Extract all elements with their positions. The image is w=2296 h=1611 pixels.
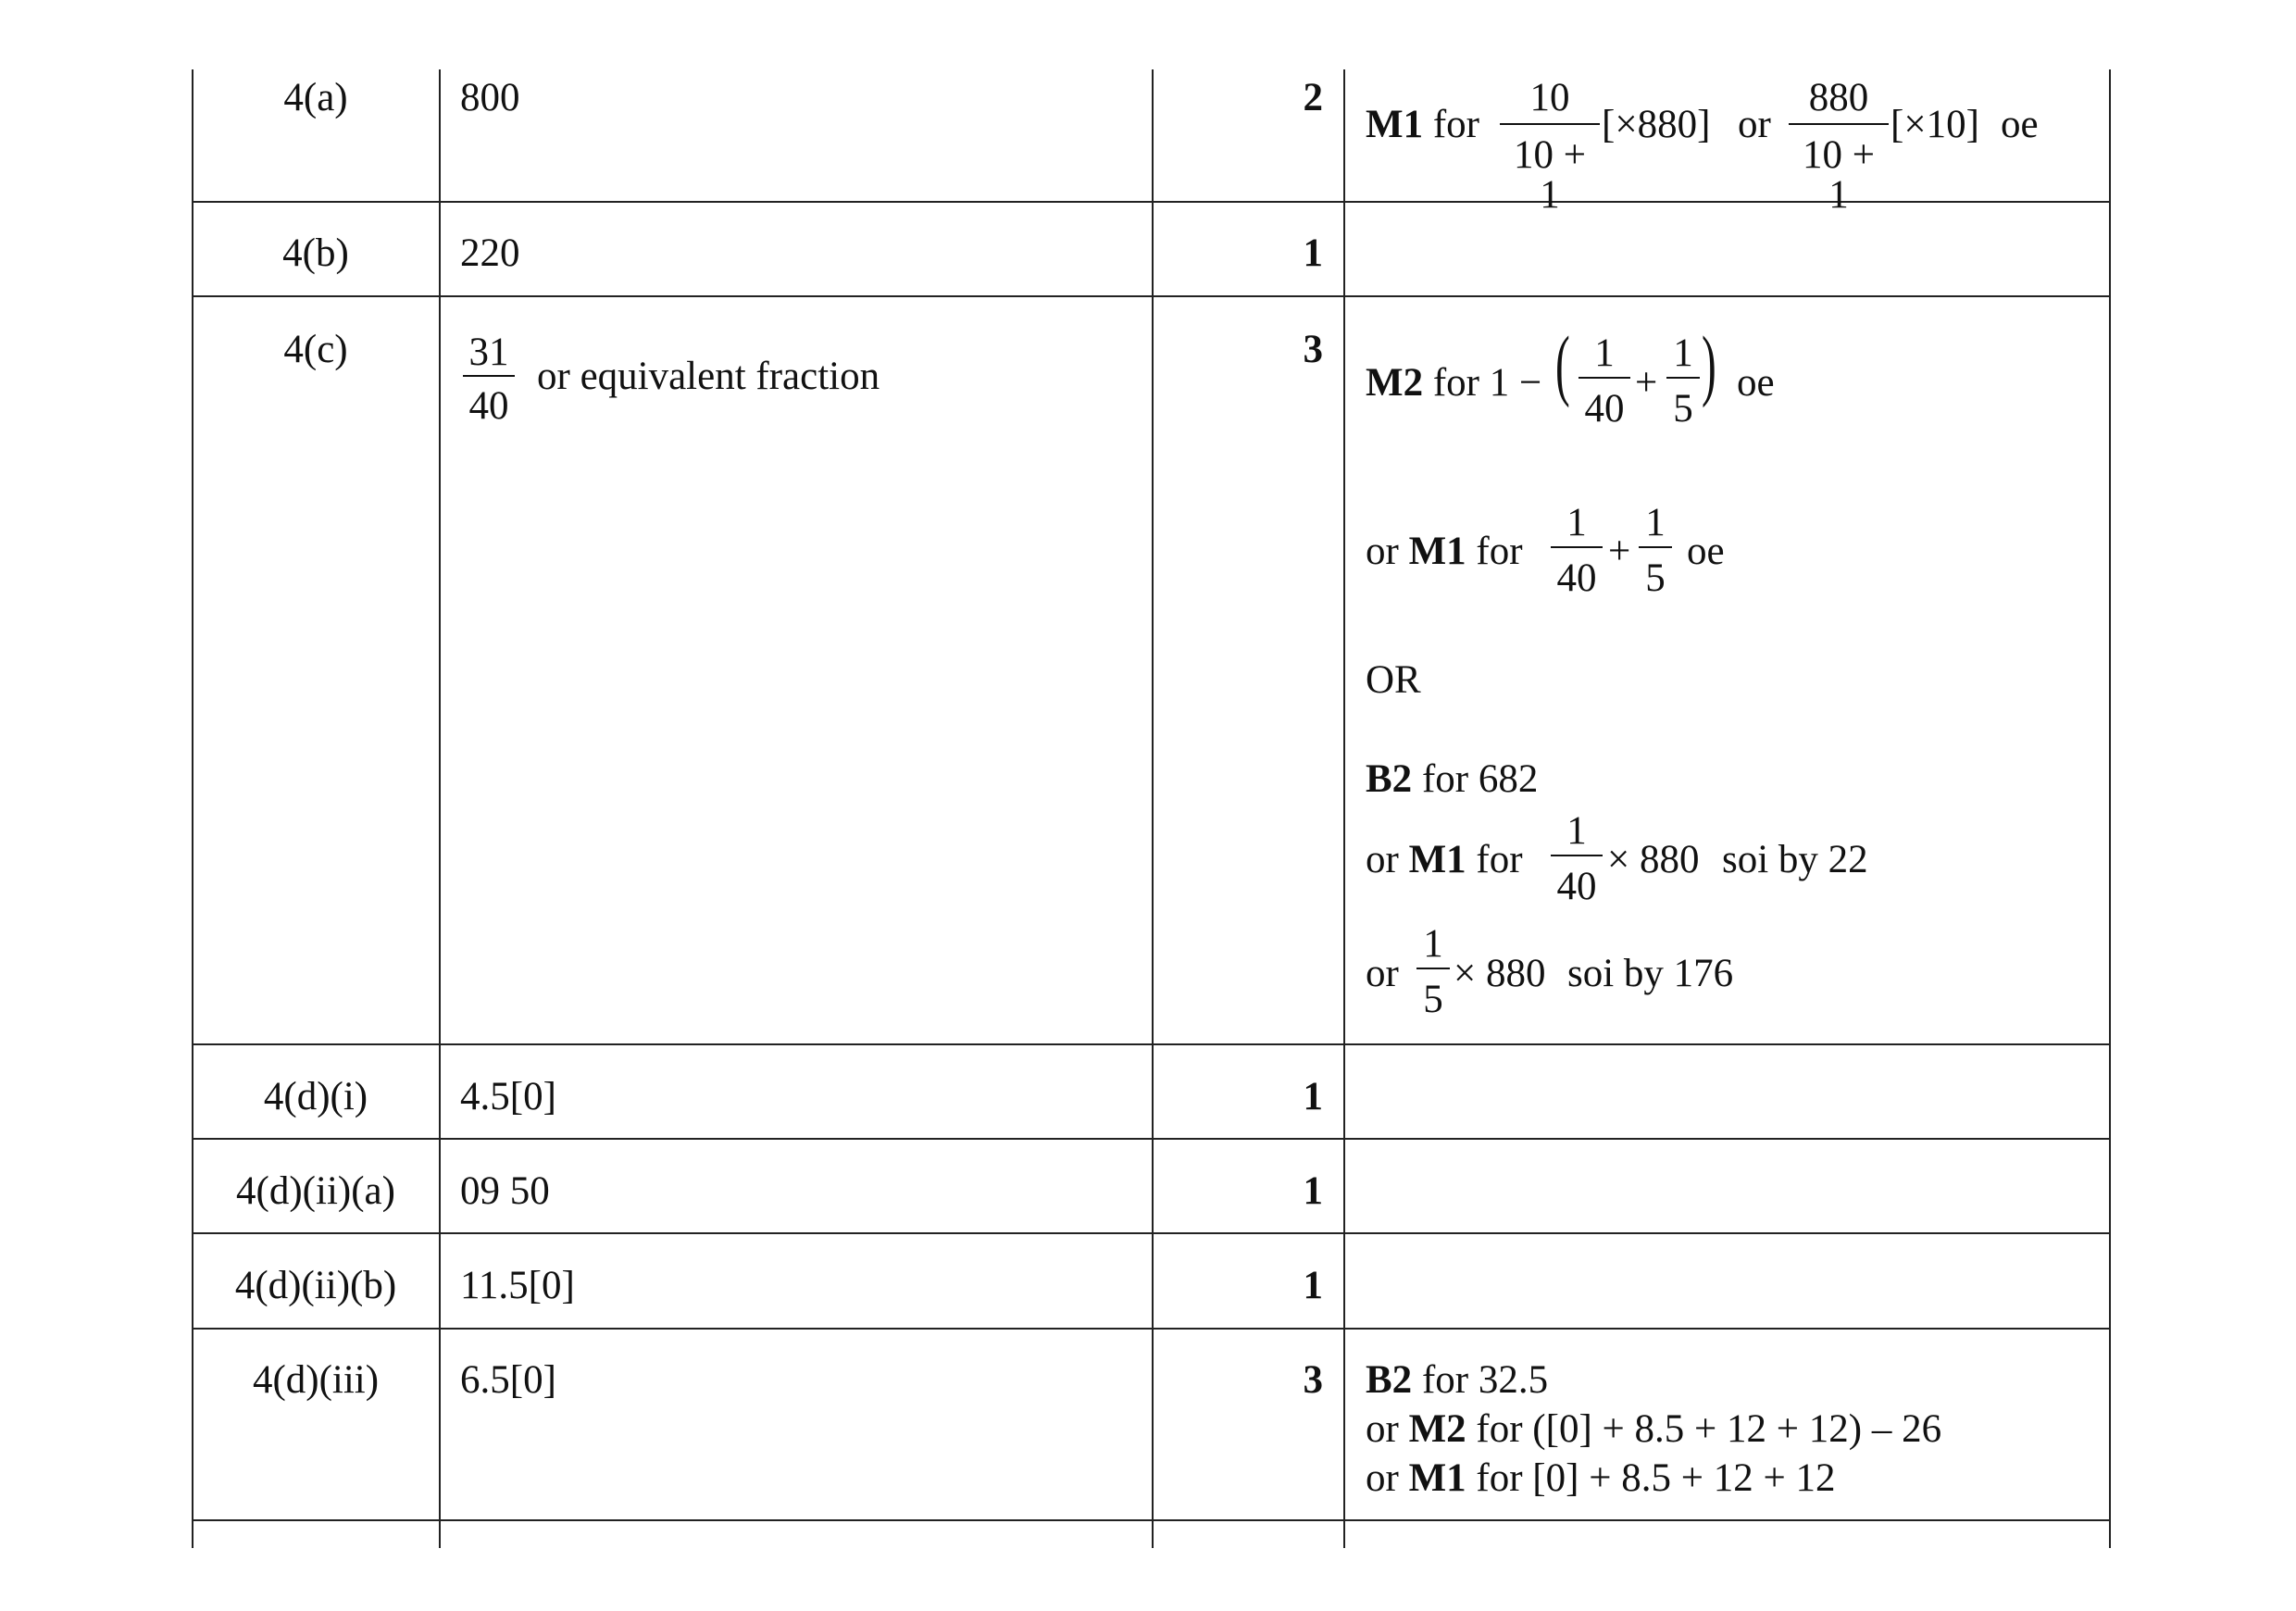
- col-divider: [1343, 69, 1345, 1548]
- mark-code: M1: [1366, 103, 1424, 146]
- answer: 11.5[0]: [460, 1264, 575, 1307]
- answer-note: or equivalent fraction: [537, 355, 880, 398]
- marks: 2: [1303, 76, 1323, 119]
- fraction: 1 40: [1578, 333, 1630, 431]
- answer: 6.5[0]: [460, 1358, 556, 1402]
- marks: 1: [1303, 231, 1323, 275]
- question-number: 4(d)(i): [263, 1075, 368, 1118]
- question-number: 4(d)(ii)(a): [236, 1169, 395, 1213]
- answer: 800: [460, 76, 520, 119]
- question-number: 4(c): [283, 328, 348, 371]
- open-paren: (: [1555, 319, 1570, 408]
- marks: 3: [1303, 328, 1323, 371]
- fraction: 10 10 + 1: [1500, 78, 1600, 180]
- fraction: 1 5: [1639, 503, 1672, 600]
- mark-code: M2: [1408, 1407, 1466, 1451]
- col-divider: [192, 69, 193, 1548]
- marks: 1: [1303, 1169, 1323, 1213]
- answer-fraction: 31 40: [463, 332, 515, 430]
- row-divider: [192, 1043, 2111, 1045]
- fraction: 1 5: [1666, 333, 1700, 431]
- answer: 4.5[0]: [460, 1075, 556, 1118]
- marks: 1: [1303, 1075, 1323, 1118]
- question-number: 4(b): [282, 231, 349, 275]
- row-divider: [192, 295, 2111, 297]
- answer: 09 50: [460, 1169, 550, 1213]
- answer: 220: [460, 231, 520, 275]
- fraction: 1 40: [1551, 503, 1603, 600]
- mark-code: M1: [1408, 838, 1466, 881]
- question-number: 4(d)(iii): [252, 1358, 380, 1402]
- marks: 1: [1303, 1264, 1323, 1307]
- fraction: 1 5: [1416, 924, 1450, 1021]
- fraction: 880 10 + 1: [1789, 78, 1889, 180]
- fraction: 1 40: [1551, 811, 1603, 908]
- row-divider: [192, 1138, 2111, 1140]
- col-divider: [439, 69, 441, 1548]
- mark-code: M1: [1408, 1456, 1466, 1500]
- mark-code: B2: [1366, 757, 1413, 801]
- col-divider: [1152, 69, 1154, 1548]
- question-number: 4(a): [283, 76, 348, 119]
- marks: 3: [1303, 1358, 1323, 1402]
- col-divider: [2109, 69, 2111, 1548]
- mark-code: B2: [1366, 1358, 1413, 1402]
- question-number: 4(d)(ii)(b): [234, 1264, 397, 1307]
- row-divider: [192, 1328, 2111, 1330]
- mark-code: M1: [1408, 530, 1466, 573]
- row-divider: [192, 1519, 2111, 1521]
- close-paren: ): [1702, 319, 1716, 408]
- row-divider: [192, 1232, 2111, 1234]
- mark-code: M2: [1366, 361, 1424, 405]
